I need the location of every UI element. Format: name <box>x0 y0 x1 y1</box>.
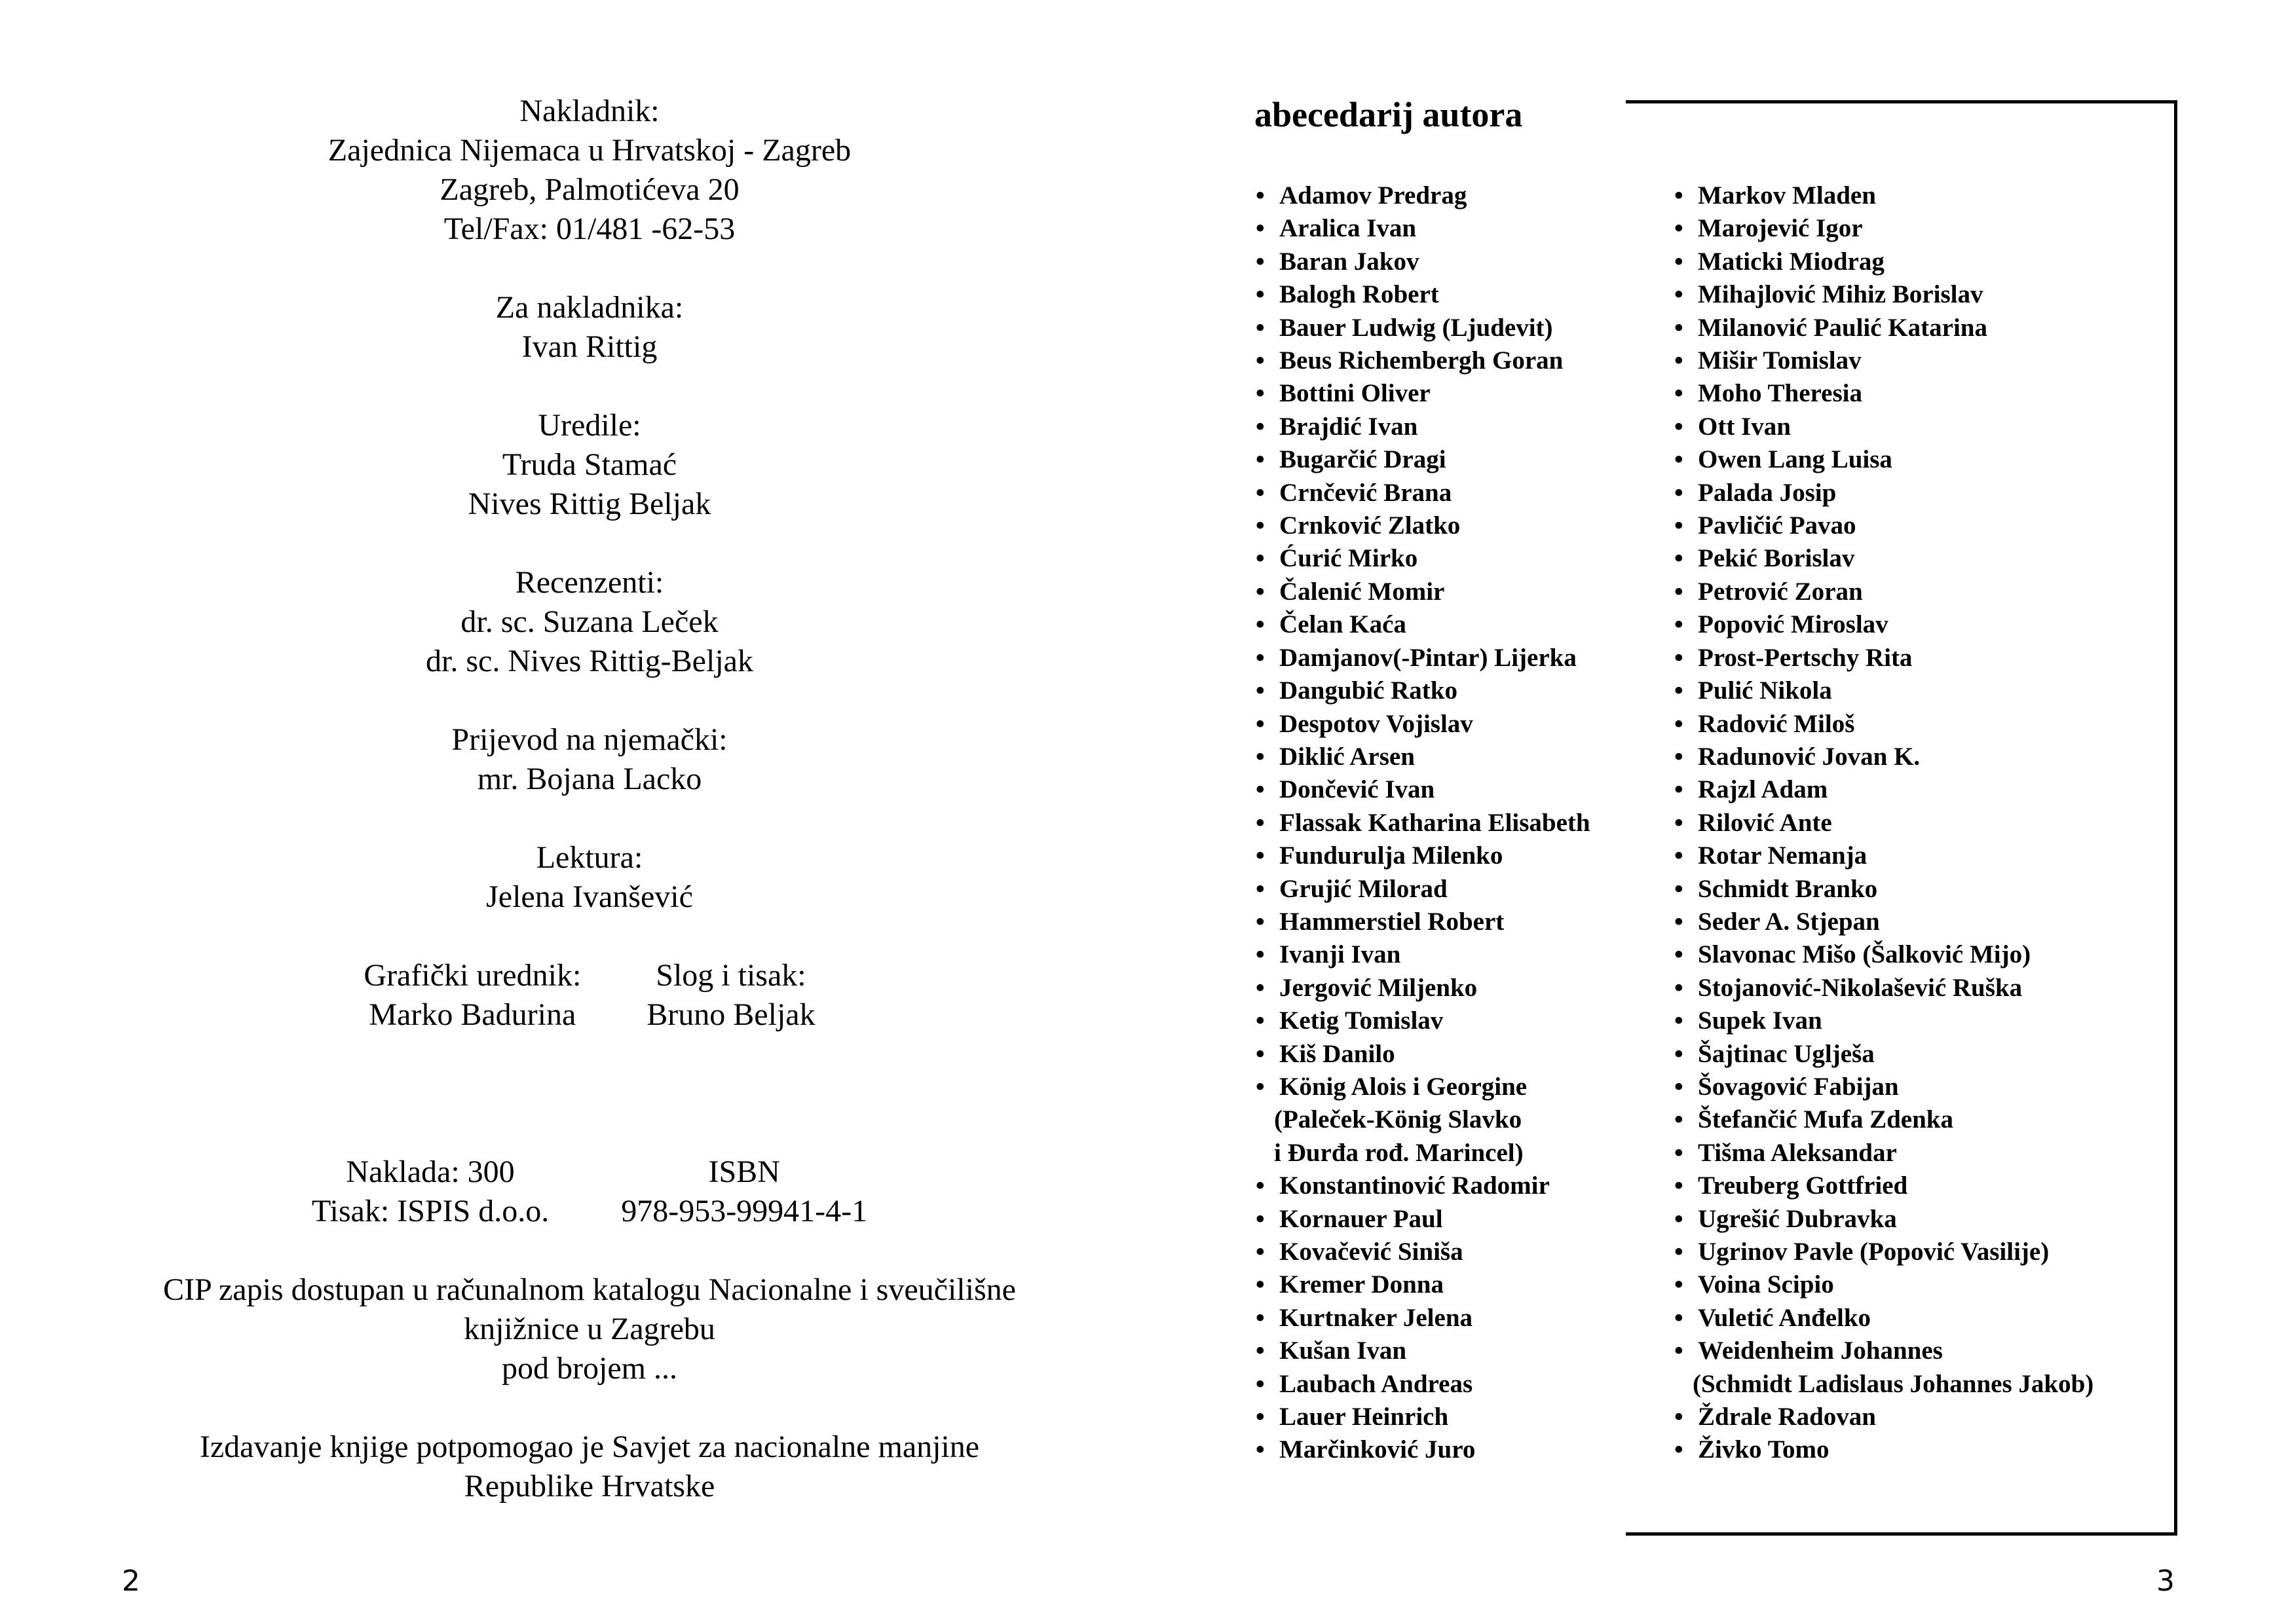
author-entry <box>1254 708 1647 741</box>
author-name: Stojanović-Nikolašević Ruška <box>1698 973 2023 1002</box>
author-name: Slavonac Mišo (Šalković Mijo) <box>1698 940 2031 969</box>
bullet-icon: • <box>1256 1303 1265 1332</box>
bullet-icon: • <box>1674 1270 1683 1299</box>
isbn-number: 978-953-99941-4-1 <box>621 1194 868 1228</box>
author-name: Petrović Zoran <box>1698 577 1863 606</box>
author-entry <box>1254 1433 1647 1466</box>
bullet-icon: • <box>1674 1337 1683 1365</box>
print-info <box>118 1153 1061 1231</box>
page-number-left: 2 <box>122 1564 140 1598</box>
author-entry <box>1254 807 1647 840</box>
author-name: Schmidt Branko <box>1698 874 1878 903</box>
author-name: Ivanji Ivan <box>1279 940 1401 969</box>
frame-top-rule <box>1626 100 2177 103</box>
graphic-editor-name: Marko Badurina <box>369 997 576 1032</box>
author-entry <box>1673 773 2171 806</box>
translation-heading: Prijevod na njemački: <box>451 722 728 757</box>
author-entry <box>1673 708 2171 741</box>
graphic-editor-heading: Grafički urednik: <box>364 958 582 993</box>
bullet-icon: • <box>1674 247 1683 276</box>
bullet-icon: • <box>1674 346 1683 375</box>
for-publisher-heading: Za nakladnika: <box>495 290 684 325</box>
author-name: Ćurić Mirko <box>1279 544 1418 573</box>
author-entry <box>1673 807 2171 840</box>
author-name: Ott Ivan <box>1698 412 1791 441</box>
author-name: Weidenheim Johannes <box>1698 1337 1943 1365</box>
author-name: Bauer Ludwig (Ljudevit) <box>1279 313 1553 342</box>
bullet-icon: • <box>1674 676 1683 705</box>
bullet-icon: • <box>1256 907 1265 936</box>
author-name: Flassak Katharina Elisabeth <box>1279 808 1590 837</box>
author-entry <box>1673 1038 2171 1071</box>
bullet-icon: • <box>1674 412 1683 441</box>
author-entry <box>1673 873 2171 906</box>
author-entry <box>1673 179 2171 212</box>
author-name: Grujić Milorad <box>1279 874 1448 903</box>
author-entry <box>1673 938 2171 971</box>
bullet-icon: • <box>1256 1039 1265 1068</box>
support-block <box>118 1428 1061 1506</box>
author-name: Dangubić Ratko <box>1279 676 1457 705</box>
author-name: Supek Ivan <box>1698 1006 1822 1035</box>
bullet-icon: • <box>1256 1172 1265 1200</box>
bullet-icon: • <box>1674 610 1683 639</box>
author-name: Rajzl Adam <box>1698 775 1828 804</box>
author-name: Lauer Heinrich <box>1279 1403 1449 1431</box>
author-entry <box>1254 873 1647 906</box>
bullet-icon: • <box>1256 1369 1265 1398</box>
bullet-icon: • <box>1256 1403 1265 1431</box>
author-entry <box>1254 608 1647 641</box>
translator-name: mr. Bojana Lacko <box>477 762 702 796</box>
bullet-icon: • <box>1256 841 1265 870</box>
page-number-right: 3 <box>2156 1564 2175 1598</box>
author-entry <box>1254 1302 1647 1335</box>
publisher-heading: Nakladnik: <box>519 94 660 128</box>
bullet-icon: • <box>1256 1337 1265 1365</box>
for-publisher-name: Ivan Rittig <box>521 329 658 364</box>
author-entry <box>1254 1401 1647 1433</box>
author-entry <box>1254 1236 1647 1268</box>
author-name: Vuletić Anđelko <box>1698 1303 1871 1332</box>
bullet-icon: • <box>1674 1435 1683 1464</box>
bullet-icon: • <box>1674 445 1683 474</box>
author-name: Radunović Jovan K. <box>1698 742 1921 771</box>
reviewer-name: dr. sc. Nives Rittig-Beljak <box>426 644 753 678</box>
bullet-icon: • <box>1256 1435 1265 1464</box>
author-entry <box>1254 477 1647 509</box>
right-page <box>1145 0 2290 1624</box>
bullet-icon: • <box>1256 181 1265 210</box>
design-credits <box>118 956 1061 1035</box>
author-entry <box>1254 1335 1647 1367</box>
author-name: Čalenić Momir <box>1279 577 1445 606</box>
author-name-note: (Schmidt Ladislaus Johannes Jakob) <box>1693 1369 2094 1398</box>
bullet-icon: • <box>1256 445 1265 474</box>
publisher-address: Zagreb, Palmotićeva 20 <box>440 172 740 207</box>
author-entry <box>1254 1038 1647 1071</box>
author-entry <box>1254 972 1647 1005</box>
bullet-icon: • <box>1674 511 1683 540</box>
author-name: Pavličić Pavao <box>1698 511 1856 540</box>
author-entry <box>1673 674 2171 707</box>
bullet-icon: • <box>1674 544 1683 573</box>
author-entry <box>1254 840 1647 872</box>
author-entry <box>1673 840 2171 872</box>
bullet-icon: • <box>1674 280 1683 309</box>
author-entry <box>1254 312 1647 344</box>
author-entry <box>1673 1236 2171 1268</box>
author-entry <box>1673 411 2171 443</box>
publisher-block <box>118 92 1061 249</box>
author-name: Marčinković Juro <box>1279 1435 1476 1464</box>
bullet-icon: • <box>1256 1006 1265 1035</box>
author-name: Crnčević Brana <box>1279 478 1452 507</box>
editors-heading: Uredile: <box>538 408 641 443</box>
reviewers-block <box>118 563 1061 681</box>
author-name: Rilović Ante <box>1698 808 1832 837</box>
author-entry <box>1673 1203 2171 1236</box>
author-entry <box>1254 1005 1647 1037</box>
author-entry <box>1254 1203 1647 1236</box>
author-name: Dončević Ivan <box>1279 775 1435 804</box>
typesetting-heading: Slog i tisak: <box>656 958 806 993</box>
author-entry <box>1254 509 1647 542</box>
isbn-label: ISBN <box>708 1154 780 1189</box>
author-entry <box>1673 377 2171 410</box>
author-name: Despotov Vojislav <box>1279 709 1473 738</box>
cip-block <box>118 1270 1061 1388</box>
bullet-icon: • <box>1256 973 1265 1002</box>
author-name: Rotar Nemanja <box>1698 841 1868 870</box>
author-name: Konstantinović Radomir <box>1279 1172 1550 1200</box>
cip-line: knjižnice u Zagrebu <box>464 1312 715 1346</box>
author-name: Kornauer Paul <box>1279 1204 1443 1233</box>
bullet-icon: • <box>1674 379 1683 408</box>
author-entry <box>1673 1335 2171 1401</box>
author-entry <box>1673 972 2171 1005</box>
author-entry <box>1254 1368 1647 1401</box>
bullet-icon: • <box>1256 1072 1265 1101</box>
support-line: Izdavanje knjige potpomogao je Savjet za nacionalne manjine <box>199 1430 980 1464</box>
author-name: Kovačević Siniša <box>1279 1238 1463 1266</box>
author-entry <box>1673 312 2171 344</box>
author-entry <box>1254 1268 1647 1301</box>
author-name: Štefančić Mufa Zdenka <box>1698 1105 1953 1134</box>
bullet-icon: • <box>1256 280 1265 309</box>
reviewers-heading: Recenzenti: <box>515 565 664 600</box>
bullet-icon: • <box>1674 313 1683 342</box>
support-line: Republike Hrvatske <box>464 1469 715 1504</box>
editors-block <box>118 406 1061 524</box>
author-entry <box>1254 674 1647 707</box>
author-name: Owen Lang Luisa <box>1698 445 1892 474</box>
bullet-icon: • <box>1256 577 1265 606</box>
author-name: Moho Theresia <box>1698 379 1862 408</box>
translation-block <box>118 720 1061 799</box>
author-entry <box>1673 1103 2171 1136</box>
author-name: Pulić Nikola <box>1698 676 1832 705</box>
bullet-icon: • <box>1674 643 1683 672</box>
author-entry <box>1254 377 1647 410</box>
author-entry <box>1673 1302 2171 1335</box>
author-name: Tišma Aleksandar <box>1698 1138 1897 1167</box>
proofreader-name: Jelena Ivanšević <box>486 879 693 914</box>
bullet-icon: • <box>1674 1105 1683 1134</box>
author-name: Maticki Miodrag <box>1698 247 1885 276</box>
author-entry <box>1673 1071 2171 1103</box>
author-name: Ždrale Radovan <box>1698 1403 1876 1431</box>
bullet-icon: • <box>1256 544 1265 573</box>
author-entry <box>1254 411 1647 443</box>
author-name: Voina Scipio <box>1698 1270 1834 1299</box>
author-name: Bugarčić Dragi <box>1279 445 1446 474</box>
author-name: Ugrinov Pavle (Popović Vasilije) <box>1698 1238 2050 1266</box>
author-name: Milanović Paulić Katarina <box>1698 313 1987 342</box>
bullet-icon: • <box>1256 940 1265 969</box>
bullet-icon: • <box>1674 181 1683 210</box>
bullet-icon: • <box>1674 808 1683 837</box>
bullet-icon: • <box>1674 1039 1683 1068</box>
cip-line: CIP zapis dostupan u računalnom katalogu Nacionalne i sveučilišne <box>163 1272 1016 1307</box>
author-name-note: i Đurđa rođ. Marincel) <box>1274 1138 1524 1167</box>
author-entry <box>1673 443 2171 476</box>
bullet-icon: • <box>1256 874 1265 903</box>
author-entry <box>1254 542 1647 575</box>
isbn-block <box>621 1153 867 1231</box>
author-name: Šovagović Fabijan <box>1698 1072 1899 1101</box>
author-entry <box>1254 443 1647 476</box>
author-entry <box>1673 246 2171 278</box>
author-name: Mišir Tomislav <box>1698 346 1862 375</box>
editor-name: Nives Rittig Beljak <box>468 487 711 521</box>
author-entry <box>1254 1071 1647 1170</box>
bullet-icon: • <box>1674 214 1683 243</box>
author-entry <box>1673 509 2171 542</box>
author-entry <box>1673 344 2171 377</box>
bullet-icon: • <box>1674 940 1683 969</box>
bullet-icon: • <box>1256 379 1265 408</box>
bullet-icon: • <box>1674 775 1683 804</box>
author-name: Popović Miroslav <box>1698 610 1888 639</box>
author-name-note: (Paleček-König Slavko <box>1274 1105 1522 1134</box>
author-name: König Alois i Georgine <box>1279 1072 1528 1101</box>
author-name: Kušan Ivan <box>1279 1337 1407 1365</box>
bullet-icon: • <box>1674 1172 1683 1200</box>
typesetting-name: Bruno Beljak <box>647 997 816 1032</box>
bullet-icon: • <box>1256 247 1265 276</box>
bullet-icon: • <box>1674 1238 1683 1266</box>
author-entry <box>1254 938 1647 971</box>
author-entry <box>1254 642 1647 674</box>
author-entry <box>1673 1137 2171 1170</box>
author-name: Kremer Donna <box>1279 1270 1444 1299</box>
author-entry <box>1673 642 2171 674</box>
for-publisher-block <box>118 288 1061 367</box>
author-name: Jergović Miljenko <box>1279 973 1478 1002</box>
bullet-icon: • <box>1256 1238 1265 1266</box>
bullet-icon: • <box>1256 412 1265 441</box>
author-name: Baran Jakov <box>1279 247 1419 276</box>
author-name: Hammerstiel Robert <box>1279 907 1505 936</box>
printer: Tisak: ISPIS d.o.o. <box>311 1194 550 1228</box>
print-run-block <box>312 1153 549 1231</box>
bullet-icon: • <box>1256 1270 1265 1299</box>
print-run: Naklada: 300 <box>346 1154 515 1189</box>
bullet-icon: • <box>1674 709 1683 738</box>
author-entry <box>1673 542 2171 575</box>
bullet-icon: • <box>1256 511 1265 540</box>
author-name: Diklić Arsen <box>1279 742 1415 771</box>
bullet-icon: • <box>1674 841 1683 870</box>
author-entry <box>1254 773 1647 806</box>
author-name: Beus Richembergh Goran <box>1279 346 1564 375</box>
publisher-name: Zajednica Nijemaca u Hrvatskoj - Zagreb <box>328 133 852 168</box>
bullet-icon: • <box>1256 808 1265 837</box>
author-name: Pekić Borislav <box>1698 544 1855 573</box>
author-entry <box>1673 576 2171 608</box>
author-entry <box>1673 1401 2171 1433</box>
bullet-icon: • <box>1256 643 1265 672</box>
author-list-column-1 <box>1254 179 1647 1467</box>
bullet-icon: • <box>1674 1072 1683 1101</box>
author-entry <box>1254 1170 1647 1202</box>
author-name: Brajdić Ivan <box>1279 412 1418 441</box>
bullet-icon: • <box>1256 610 1265 639</box>
author-name: Čelan Kaća <box>1279 610 1406 639</box>
reviewer-name: dr. sc. Suzana Leček <box>460 604 719 639</box>
author-entry <box>1254 906 1647 938</box>
author-name: Laubach Andreas <box>1279 1369 1473 1398</box>
author-entry <box>1254 179 1647 212</box>
author-entry <box>1673 1005 2171 1037</box>
proofreading-heading: Lektura: <box>536 840 643 875</box>
bullet-icon: • <box>1674 1006 1683 1035</box>
author-entry <box>1673 477 2171 509</box>
bullet-icon: • <box>1256 214 1265 243</box>
author-entry <box>1254 344 1647 377</box>
author-name: Mihajlović Mihiz Borislav <box>1698 280 1983 309</box>
author-entry <box>1254 278 1647 311</box>
bullet-icon: • <box>1674 478 1683 507</box>
author-entry <box>1673 608 2171 641</box>
author-entry <box>1254 576 1647 608</box>
author-name: Ketig Tomislav <box>1279 1006 1444 1035</box>
author-entry <box>1673 906 2171 938</box>
author-list-column-2 <box>1673 179 2171 1467</box>
bullet-icon: • <box>1674 973 1683 1002</box>
author-name: Palada Josip <box>1698 478 1837 507</box>
author-name: Markov Mladen <box>1698 181 1876 210</box>
bullet-icon: • <box>1674 1403 1683 1431</box>
bullet-icon: • <box>1674 742 1683 771</box>
author-name: Kiš Danilo <box>1279 1039 1395 1068</box>
author-name: Aralica Ivan <box>1279 214 1417 243</box>
author-entry <box>1673 1433 2171 1466</box>
author-entry <box>1254 741 1647 773</box>
author-name: Seder A. Stjepan <box>1698 907 1880 936</box>
author-entry <box>1673 1268 2171 1301</box>
cip-line: pod brojem ... <box>502 1351 677 1386</box>
author-name: Šajtinac Uglješa <box>1698 1039 1875 1068</box>
bullet-icon: • <box>1674 907 1683 936</box>
author-entry <box>1673 741 2171 773</box>
colophon <box>118 92 1061 1545</box>
bullet-icon: • <box>1674 1303 1683 1332</box>
author-name: Adamov Predrag <box>1279 181 1467 210</box>
editor-name: Truda Stamać <box>502 447 677 482</box>
author-name: Treuberg Gottfried <box>1698 1172 1908 1200</box>
bullet-icon: • <box>1256 676 1265 705</box>
bullet-icon: • <box>1256 742 1265 771</box>
author-name: Kurtnaker Jelena <box>1279 1303 1473 1332</box>
author-entry <box>1673 212 2171 245</box>
bullet-icon: • <box>1674 1204 1683 1233</box>
author-entry <box>1254 212 1647 245</box>
author-entry <box>1673 278 2171 311</box>
author-name: Marojević Igor <box>1698 214 1863 243</box>
bullet-icon: • <box>1256 346 1265 375</box>
bullet-icon: • <box>1674 1138 1683 1167</box>
proofreading-block <box>118 838 1061 917</box>
bullet-icon: • <box>1674 577 1683 606</box>
author-name: Prost-Pertschy Rita <box>1698 643 1913 672</box>
author-name: Damjanov(-Pintar) Lijerka <box>1279 643 1577 672</box>
author-name: Radović Miloš <box>1698 709 1855 738</box>
bullet-icon: • <box>1256 709 1265 738</box>
graphic-editor-block <box>364 956 581 1035</box>
bullet-icon: • <box>1256 1204 1265 1233</box>
author-name: Balogh Robert <box>1279 280 1439 309</box>
frame-right-rule <box>2174 100 2177 1536</box>
bullet-icon: • <box>1674 874 1683 903</box>
author-entry <box>1673 1170 2171 1202</box>
author-entry <box>1254 246 1647 278</box>
bullet-icon: • <box>1256 775 1265 804</box>
author-name: Bottini Oliver <box>1279 379 1431 408</box>
author-name: Ugrešić Dubravka <box>1698 1204 1897 1233</box>
author-name: Fundurulja Milenko <box>1279 841 1503 870</box>
bullet-icon: • <box>1256 478 1265 507</box>
author-index-title: abecedarij autora <box>1254 95 1523 134</box>
author-name: Crnković Zlatko <box>1279 511 1461 540</box>
publisher-phone: Tel/Fax: 01/481 -62-53 <box>443 212 736 246</box>
author-name: Živko Tomo <box>1698 1435 1830 1464</box>
frame-bottom-rule <box>1626 1532 2177 1536</box>
bullet-icon: • <box>1256 313 1265 342</box>
typesetting-block <box>647 956 815 1035</box>
